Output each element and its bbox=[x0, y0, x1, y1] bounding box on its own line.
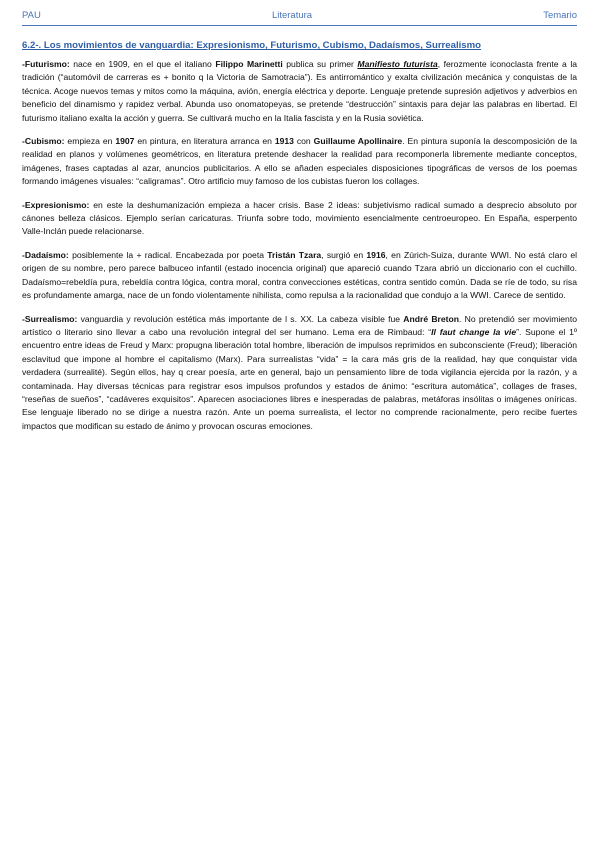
header-right: Temario bbox=[543, 10, 577, 21]
text: . En pintura suponía la descomposición de la realidad en planos y volúmenes geométricos, en literatura pretende deshacer la realidad para recomponerla libremente mediante conceptos, imágenes, frases captadas al azar, anuncios publicitarios. A ello se añaden especiales disposiciones tipográficas de versos de los poemas formando imágenes visuales: “caligramas”. Otro artificio muy famoso de los cubistas fueron los collages. bbox=[22, 136, 577, 187]
text: con bbox=[293, 136, 314, 147]
text: , surgió en bbox=[321, 249, 367, 260]
paragraph-cubismo bbox=[22, 135, 577, 189]
name-apollinaire: Guillaume Apollinaire bbox=[313, 136, 403, 147]
name-marinetti: Filippo Marinetti bbox=[215, 59, 283, 69]
name-tzara: Tristán Tzara bbox=[267, 249, 322, 260]
name-breton: André Breton bbox=[403, 313, 460, 324]
paragraph-dadaismo bbox=[22, 249, 577, 303]
term-futurismo: -Futurismo: bbox=[22, 59, 70, 69]
year-1907: 1907 bbox=[115, 136, 135, 147]
term-expresionismo: -Expresionismo: bbox=[22, 199, 90, 210]
quote-rimbaud: Il faut change la vie bbox=[431, 326, 517, 337]
text: nace en 1909, en el que el italiano bbox=[69, 59, 216, 69]
term-surrealismo: -Surrealismo: bbox=[22, 313, 78, 324]
text: , ferozmente iconoclasta frente a la tradición (“automóvil de carreras es + bonito q la Victoria de Samotracia”). Es antirromántico y exalta civilización mecánica y conquistas de la técnica. Acoge nuevos temas y mitos como la máquina, avión, energía eléctrica y deporte. Lenguaje pretende supresión adjetivos y adverbios en beneficio del dinamismo y rapidez verbal. Abunda uso onomatopeyas, se pretende “destrucción” sintaxis para dejar las palabras en libertad. El futurismo italiano exalta la acción y guerra. Se cultivará mucho en la Italia fascista y en la Rusia soviética. bbox=[22, 59, 578, 123]
text: en pintura, en literatura arranca en bbox=[134, 136, 275, 147]
text: empieza en bbox=[64, 136, 116, 147]
text: , en Zúrich-Suiza, durante WWI. No está claro el origen de su nombre, pero parece balbuceo infantil (estado inocencia original) que apareció cuando Tzara abrió un diccionario con el cuchillo. Dadaísmo=rebeldía pura, rebeldía contra lógica, contra moral, contra convecciones estéticas, contra sentido común. Dada se ríe de todo, su risa es profundamente amarga, nace de un fondo violentamente nihilista, como repulsa a la racionalidad que condujo a la WWI. Carece de sentido. bbox=[22, 249, 578, 301]
text: posiblemente la + radical. Encabezada por poeta bbox=[68, 249, 268, 260]
header-center: Literatura bbox=[271, 10, 313, 21]
text: vanguardia y revolución estética más importante de l s. XX. La cabeza visible fue bbox=[77, 313, 404, 324]
work-manifiesto: Manifiesto futurista bbox=[357, 59, 438, 69]
text: . No pretendió ser movimiento artístico o literario sino llevar a cabo una revolución integral del ser humano. Lema era de Rimbaud: “ bbox=[22, 313, 577, 337]
term-cubismo: -Cubismo: bbox=[22, 136, 65, 147]
term-dadaismo: -Dadaísmo: bbox=[22, 249, 69, 260]
paragraph-futurismo bbox=[22, 58, 577, 125]
year-1913: 1913 bbox=[274, 136, 294, 147]
paragraph-expresionismo bbox=[22, 199, 577, 239]
page-header bbox=[22, 10, 577, 26]
document-body bbox=[22, 58, 577, 443]
paragraph-surrealismo bbox=[22, 313, 577, 434]
text: publica su primer bbox=[282, 59, 358, 69]
text: en este la deshumanización empieza a hacer crisis. Base 2 ideas: subjetivismo radical sumado a desprecio absoluto por cánones belleza clásicos. Ejemplo serían caricaturas. Triunfa sobre todo, movimiento esencialmente centroeuropeo. En España, esperpento Valle-Inclán puede relacionarse. bbox=[22, 199, 577, 237]
text: ”. Supone el 1º encuentro entre ideas de Freud y Marx: propugna liberación total hombre, liberación de impulsos reprimidos en subconsciente (Freud); liberación esclavitud que impone al hombre el capitalismo (Marx). Para surrealistas “vida” = la cara más gris de la realidad, hay que conquistar vida verdadera (surrealité). Según ellos, hay q crear poesía, arte en general, bajo un pensamiento libre de toda vigilancia ejercida por la razón, y a contaminada. Hay diversas técnicas para registrar esos impulsos profundos y estados de ánimo: “escritura automática”, collages de frases, “reseñas de sueños”, “cadáveres exquisitos”. Aparecen asociaciones libres e inesperadas de palabras, metáforas insólitas o imágenes oníricas. Ese lenguaje liberado no se dirige a nuestra razón. Ante un poema surrealista, el lector no comprende racionalmente, pero recibe fuertes impactos que modifican su estado de ánimo y provocan oscuras emociones. bbox=[22, 326, 577, 431]
section-title: 6.2-. Los movimientos de vanguardia: Expresionismo, Futurismo, Cubismo, Dadaísmos, Surrealismo bbox=[22, 40, 482, 51]
header-left: PAU bbox=[22, 10, 41, 21]
year-1916: 1916 bbox=[366, 249, 386, 260]
